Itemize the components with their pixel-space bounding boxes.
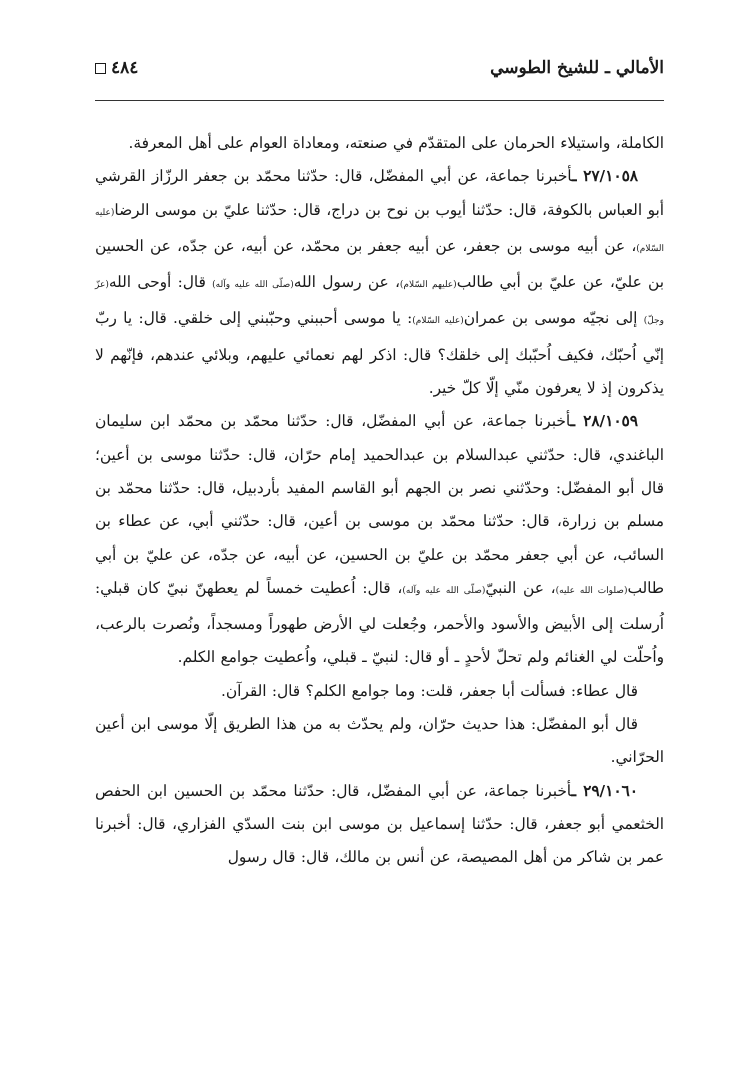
hadith-number: ٢٧/١٠٥٨ ـ (571, 167, 639, 186)
hadith-text: ، عن أبيه موسى بن جعفر، عن أبيه جعفر بن محمّد، عن أبيه، عن جدّه، عن الحسين بن عليّ، عن عليّ بن أبي طالب (95, 236, 664, 292)
page-number-text: ٤٨٤ (111, 58, 139, 78)
honorific: (عليه السّلام) (412, 316, 464, 327)
hadith-1060 (95, 775, 664, 875)
page-number (95, 58, 138, 78)
hadith-number: ٢٨/١٠٥٩ ـ (570, 412, 638, 431)
honorific: (صلّى الله عليه وآله) (212, 280, 294, 291)
honorific: (عزّ وجلّ) (95, 280, 664, 327)
hadith-text: : يا موسى أحببني وحبّبني إلى خلقي. قال: يا ربّ إنّي اُحبّك، فكيف اُحبّبك إلى خلقك؟ قال: اذكر لهم نعمائي عليهم، وبلائي عندهم، فإنّهم لا يذكرون إذ لا يعرفون منّي إلّا كلّ خير. (95, 309, 664, 398)
hadith-text: ، عن النبيّ (485, 578, 556, 597)
header-rule (95, 100, 664, 101)
paragraph-continuation: الكاملة، واستيلاء الحرمان على المتقدّم في صنعته، ومعاداة العوام على أهل المعرفة. (128, 134, 664, 152)
hadith-1059 (95, 405, 664, 674)
running-title: الأمالي ـ للشيخ الطوسي (490, 58, 664, 78)
honorific: (صلّى الله عليه وآله) (402, 585, 486, 596)
hadith-text: أخبرنا جماعة، عن أبي المفضّل، قال: حدّثنا محمّد بن الحسين ابن الحفص الخثعمي أبو جعفر، قال: حدّثنا إسماعيل بن موسى ابن بنت السدّي الفزاري، قال: أخبرنا عمر بن شاكر من أهل المصيصة، عن أنس بن مالك، قال: قال رسول (95, 781, 664, 867)
hadith-1058 (95, 160, 664, 405)
hadith-text: قال: أوحى الله (108, 273, 213, 292)
hadith-text: أخبرنا جماعة، عن أبي المفضّل، قال: حدّثنا محمّد بن محمّد ابن سليمان الباغندي، قال: حدّثني عبدالسلام بن عبدالحميد إمام حرّان، قال: حدّثنا موسى بن أعين؛ قال أبو المفضّل: وحدّثني نصر بن الجهم أبو القاسم المفيد بأردبيل، قال: حدّثنا محمّد بن مسلم بن زرارة، قال: حدّثنا محمّد بن موسى بن أعين، قال: حدّثني أبي، عن عطاء بن السائب، عن أبي جعفر محمّد بن عليّ بن الحسين، عن أبيه، عن جدّه، عن عليّ بن أبي طالب (95, 412, 664, 597)
paragraph-ata: قال عطاء: فسألت أبا جعفر، قلت: وما جوامع الكلم؟ قال: القرآن. (221, 681, 638, 700)
square-ornament-icon (95, 63, 106, 74)
paragraph-mufaddal: قال أبو المفضّل: هذا حديث حرّان، ولم يحدّث به من هذا الطريق إلّا موسى ابن أعين الحرّاني. (95, 715, 664, 767)
hadith-text: إلى نجيّه موسى بن عمران (463, 309, 644, 328)
hadith-text: ، قال: اُعطيت خمساً لم يعطهنّ نبيّ كان قبلي: اُرسلت إلى الأبيض والأسود والأحمر، وجُعلت لي الأرض طهوراً ومسجداً، ونُصرت بالرعب، واُحلّت لي الغنائم ولم تحلّ لأحدٍ ـ أو قال: لنبيّ ـ قبلي، واُعطيت جوامع الكلم. (95, 578, 664, 667)
hadith-text: ، عن رسول الله (293, 273, 400, 292)
page-header (95, 58, 664, 94)
hadith-number: ٢٩/١٠٦٠ ـ (571, 781, 638, 800)
honorific: (عليهم السّلام) (399, 280, 457, 291)
page-body (95, 127, 664, 875)
hadith-text: أخبرنا جماعة، عن أبي المفضّل، قال: حدّثنا محمّد بن جعفر الرزّاز القرشي أبو العباس بالكوفة، قال: حدّثنا أيوب بن نوح بن دراج، قال: حدّثنا عليّ بن موسى الرضا (95, 167, 664, 219)
honorific: (صلوات الله عليه) (555, 585, 628, 596)
honorific: (عليه السّلام) (95, 207, 664, 254)
